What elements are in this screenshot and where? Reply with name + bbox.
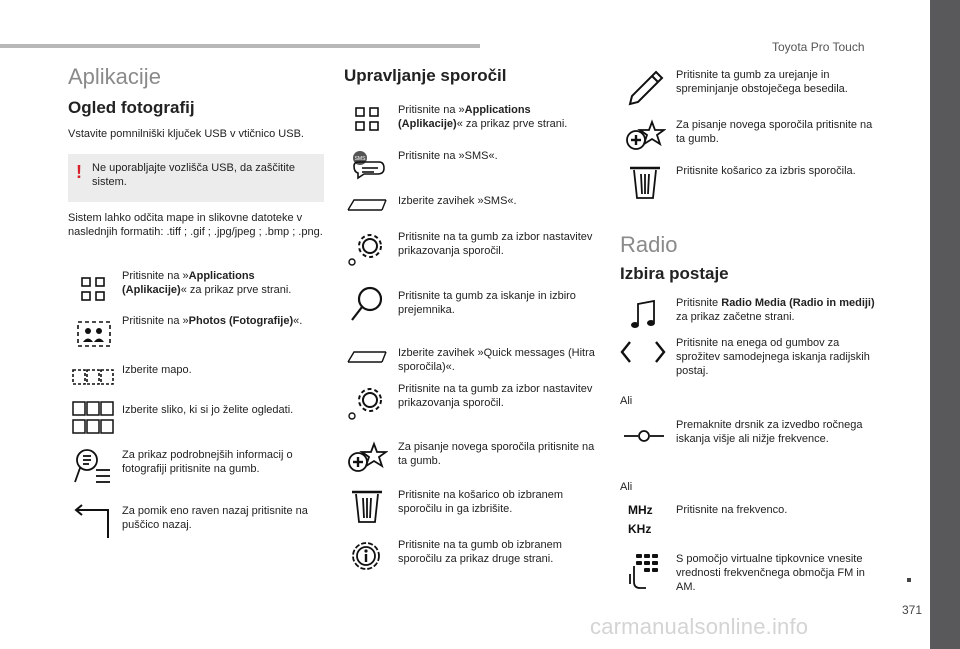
step-text: « za prikaz prve strani. xyxy=(456,118,568,130)
image-grid-icon xyxy=(72,398,114,438)
page-number: 371 xyxy=(902,603,923,617)
section-title-radio: Radio xyxy=(620,232,678,257)
step-text: Izberite sliko, ki si jo želite ogledati. xyxy=(122,404,294,416)
step-text: S pomočjo virtualne tipkovnice vnesite vrednosti frekvenčnega območja FM in AM. xyxy=(676,553,865,593)
subtitle-station: Izbira postaje xyxy=(620,264,729,283)
step-text: Pritisnite na ta gumb za izbor nastavitev prikazovanja sporočil. xyxy=(398,231,593,257)
mhz-label: MHz xyxy=(628,503,653,517)
info-icon xyxy=(346,536,388,576)
step-text: Pritisnite na » xyxy=(122,315,189,327)
step-text: Pritisnite na »SMS«. xyxy=(398,150,498,162)
step-text: Izberite mapo. xyxy=(122,364,192,376)
subtitle-photos: Ogled fotografij xyxy=(68,98,195,117)
side-tab xyxy=(930,0,960,649)
chevrons-icon xyxy=(620,336,668,376)
step-text: Pritisnite na » xyxy=(398,104,465,116)
step-bold: Applications (Aplikacije) xyxy=(398,104,531,130)
khz-label: KHz xyxy=(628,522,652,536)
step-bold: Photos (Fotografije) xyxy=(188,315,294,327)
warning-icon: ! xyxy=(76,162,82,182)
watermark: carmanualsonline.info xyxy=(590,614,809,639)
mhz-khz-icon xyxy=(624,502,666,542)
search-icon xyxy=(346,284,388,324)
step-text: Pritisnite na ta gumb ob izbranem sporočilu za prikaz druge strani. xyxy=(398,539,562,565)
step-text: «. xyxy=(293,315,303,327)
step-text: Pritisnite na enega od gumbov za sprožitev samodejnega iskanja radijskih postaj. xyxy=(676,337,870,377)
tab-icon xyxy=(346,340,388,380)
back-arrow-icon xyxy=(72,502,114,542)
details-icon xyxy=(72,446,114,486)
step-text: Pritisnite xyxy=(676,297,722,309)
settings-icon xyxy=(346,228,388,268)
step-text: Za pisanje novega sporočila pritisnite na ta gumb. xyxy=(676,119,873,145)
header-rule xyxy=(0,44,480,48)
step-bold: Radio Media (Radio in mediji) xyxy=(721,297,875,309)
step-text: za prikaz začetne strani. xyxy=(676,311,795,323)
tab-icon xyxy=(346,188,388,228)
subtitle-messages: Upravljanje sporočil xyxy=(344,66,507,85)
slider-icon xyxy=(624,418,666,458)
trash-icon xyxy=(346,486,388,526)
sms-icon xyxy=(346,144,388,184)
step-text: Izberite zavihek »Quick messages (Hitra sporočila)«. xyxy=(398,347,595,373)
photos-icon xyxy=(72,314,114,354)
step-text: Za pisanje novega sporočila pritisnite na ta gumb. xyxy=(398,441,595,467)
step-text: Izberite zavihek »SMS«. xyxy=(398,195,517,207)
trash-icon xyxy=(624,162,666,202)
formats-text: Sistem lahko odčita mape in slikovne datoteke v naslednjih formatih: .tiff ; .gif ; .jpg/jpeg ; .bmp ; .png. xyxy=(68,212,323,238)
warning-box xyxy=(68,154,324,202)
step-text: Pritisnite ta gumb za urejanje in spreminjanje obstoječega besedila. xyxy=(676,69,848,95)
pencil-icon xyxy=(624,68,666,108)
step-text: Za prikaz podrobnejših informacij o fotografiji pritisnite na gumb. xyxy=(122,449,293,475)
warning-text: Ne uporabljajte vozlišča USB, da zaščitite sistem. xyxy=(92,162,295,188)
step-text: Pritisnite na košarico ob izbranem sporočilu in ga izbrišite. xyxy=(398,489,564,515)
grid-icon xyxy=(72,270,114,310)
intro-text: Vstavite pomnilniški ključek USB v vtičnico USB. xyxy=(68,128,304,140)
new-message-icon xyxy=(624,116,666,156)
step-text: Pritisnite na frekvenco. xyxy=(676,504,788,516)
header-title: Toyota Pro Touch xyxy=(772,40,865,54)
or-label: Ali xyxy=(620,481,633,493)
settings-icon xyxy=(346,382,388,422)
end-marker xyxy=(907,578,911,582)
step-text: Premaknite drsnik za izvedbo ročnega iskanja višje ali nižje frekvence. xyxy=(676,419,863,445)
music-note-icon xyxy=(624,296,666,336)
svg-text:SMS: SMS xyxy=(354,156,366,162)
step-text: « za prikaz prve strani. xyxy=(180,284,292,296)
step-text: Pritisnite na ta gumb za izbor nastavitev prikazovanja sporočil. xyxy=(398,383,593,409)
grid-icon xyxy=(346,100,388,140)
section-title-apps: Aplikacije xyxy=(68,64,161,89)
or-label: Ali xyxy=(620,395,633,407)
keypad-icon xyxy=(624,552,666,592)
step-bold: Applications (Aplikacije) xyxy=(122,270,255,296)
new-message-icon xyxy=(346,438,388,478)
step-text: Pritisnite na » xyxy=(122,270,189,282)
step-text: Pritisnite ta gumb za iskanje in izbiro prejemnika. xyxy=(398,290,576,316)
folder-tabs-icon xyxy=(72,358,114,398)
step-text: Za pomik eno raven nazaj pritisnite na puščico nazaj. xyxy=(122,505,308,531)
step-text: Pritisnite košarico za izbris sporočila. xyxy=(676,165,856,177)
